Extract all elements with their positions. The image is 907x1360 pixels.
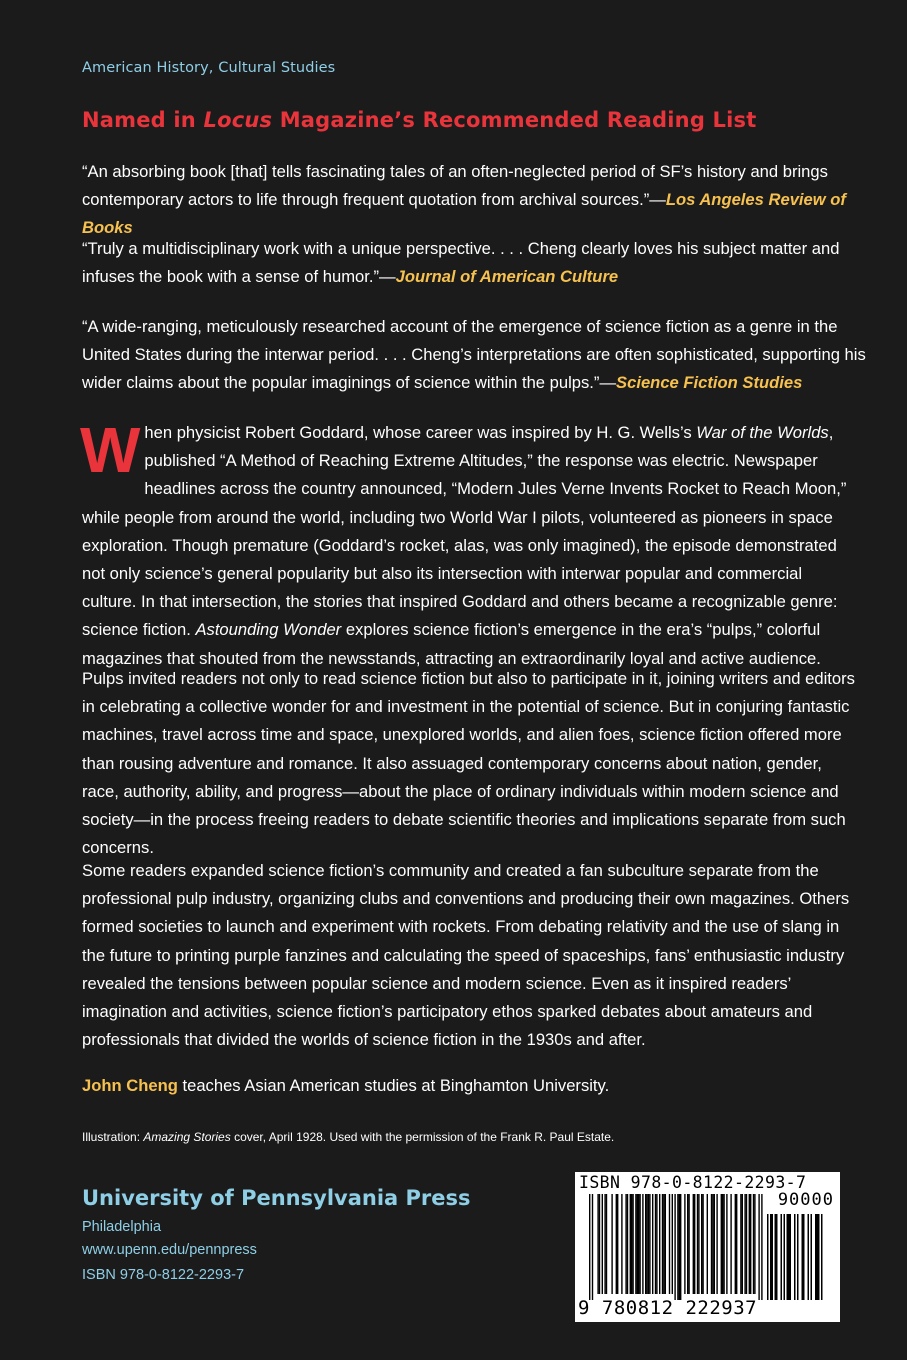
description-paragraph <box>80 414 857 673</box>
barcode-bar <box>698 1194 699 1294</box>
barcode-bar <box>616 1194 617 1294</box>
barcode-bar <box>663 1194 664 1294</box>
barcode-bar <box>746 1194 747 1294</box>
barcode-addon-digits: 90000 <box>777 1190 834 1210</box>
barcode-bar <box>611 1194 612 1294</box>
credit-magazine: Amazing Stories <box>143 1130 231 1144</box>
quote-source: Los Angeles Review of Books <box>82 190 846 237</box>
barcode-bar <box>662 1194 663 1294</box>
barcode-bar <box>597 1194 598 1294</box>
barcode-bar <box>684 1194 685 1294</box>
barcode-addon-bar <box>781 1214 783 1300</box>
barcode-bar <box>753 1194 754 1294</box>
barcode-addon-bar <box>802 1214 804 1300</box>
award-headline <box>82 108 756 132</box>
barcode-bar <box>637 1194 638 1294</box>
barcode-bar <box>638 1194 639 1294</box>
barcode-bar <box>627 1194 628 1294</box>
barcode-bar <box>630 1194 631 1294</box>
barcode-bar <box>744 1194 745 1294</box>
isbn-barcode <box>575 1172 840 1322</box>
barcode-bar <box>726 1194 727 1294</box>
barcode-bar <box>697 1194 698 1294</box>
quote-source: Science Fiction Studies <box>616 373 803 392</box>
quote-source: Journal of American Culture <box>395 267 619 286</box>
barcode-isbn-label: ISBN 978-0-8122-2293-7 <box>579 1173 807 1192</box>
quote-text: “An absorbing book [that] tells fascinating tales of an often-neglected period of SF’s history and brings contemporary actors to life through frequent quotation from archival sources.”— <box>82 162 828 209</box>
review-quote <box>82 235 872 291</box>
barcode-bar <box>592 1194 593 1300</box>
headline-magazine: Locus <box>203 108 273 132</box>
barcode-bar <box>712 1194 713 1294</box>
barcode-bar <box>656 1194 657 1294</box>
barcode-bar <box>693 1194 694 1294</box>
barcode-bar <box>604 1194 605 1294</box>
barcode-bar <box>631 1194 632 1294</box>
barcode-bar <box>672 1194 673 1294</box>
barcode-bar <box>714 1194 715 1294</box>
description-title: War of the Worlds <box>696 423 829 442</box>
barcode-addon-bar <box>776 1214 778 1300</box>
barcode-addon-bar <box>815 1214 817 1300</box>
barcode-bar <box>711 1194 712 1294</box>
barcode-bar <box>665 1194 666 1294</box>
publisher-isbn: ISBN 978-0-8122-2293-7 <box>82 1267 245 1283</box>
barcode-bar <box>749 1194 750 1294</box>
headline-suffix: Magazine’s Recommended Reading List <box>272 108 757 132</box>
barcode-bar <box>589 1194 590 1300</box>
barcode-addon-bar <box>790 1214 792 1300</box>
barcode-bar <box>758 1194 759 1300</box>
description-text: explores science fiction’s emergence in the era’s “pulps,” colorful magazines that shouted from the newsstands, attracting an extraordinarily loyal and active audience. <box>82 620 821 668</box>
publisher-url: www.upenn.edu/pennpress <box>82 1242 257 1258</box>
barcode-bar <box>642 1194 643 1294</box>
barcode-bar <box>655 1194 656 1294</box>
barcode-bar <box>606 1194 607 1294</box>
publisher-city: Philadelphia <box>82 1219 162 1235</box>
description-paragraph: Pulps invited readers not only to read science fiction but also to participate in it, joining writers and editors in celebrating a collective wonder for and investment in the potential of science. But in conjuring fantastic machines, travel across time and space, unexplored worlds, and alien foes, science fiction offered more than rousing adventure and romance. It also assuaged contemporary concerns about nation, gender, race, authority, ability, and progress—about the place of ordinary individuals within modern science and society—in the process freeing readers to debate scientific theories and implications separate from such concerns. <box>82 669 855 858</box>
barcode-bar <box>677 1194 678 1300</box>
review-quote <box>82 313 872 397</box>
barcode-bar <box>632 1194 633 1294</box>
barcode-addon-bar <box>794 1214 796 1300</box>
barcode-bar <box>740 1194 741 1294</box>
barcode-bar <box>599 1194 600 1294</box>
barcode-bar <box>635 1194 636 1294</box>
barcode-bar <box>602 1194 603 1294</box>
barcode-addon-bar <box>788 1214 790 1300</box>
subject-category: American History, Cultural Studies <box>82 60 336 76</box>
barcode-bar <box>679 1194 680 1300</box>
barcode-bar <box>694 1194 695 1294</box>
barcode-addon-bar <box>775 1214 777 1300</box>
description-paragraph: Some readers expanded science fiction’s community and created a fan subculture separate from the professional pulp industry, organizing clubs and conventions and producing their own magazines. Others formed societies to launch and experiment with rockets. From debating relativity and the use of slang in the future to printing purple fanzines and calculating the speed of spaceships, fans’ enthusiastic industry revealed the tensions between popular science and modern science. Even as it inspired readers’ imagination and activities, science fiction’s participatory ethos sparked debates about amateurs and professionals that divided the worlds of science fiction in the 1930s and after. <box>82 861 850 1050</box>
barcode-bar <box>736 1194 737 1294</box>
description-title: Astounding Wonder <box>195 620 342 640</box>
drop-cap: W <box>80 414 141 486</box>
barcode-addon-bar <box>784 1214 786 1300</box>
quote-text: “A wide-ranging, meticulously researched account of the emergence of science fiction as a genre in the United States during the interwar period. . . . Cheng’s interpretations are often sophisticated, supporting his wider claims about the popular imaginings of science within the pulps.”— <box>82 317 866 392</box>
barcode-addon-bar <box>818 1214 820 1300</box>
barcode-bar <box>716 1194 717 1294</box>
quote-text: “Truly a multidisciplinary work with a unique perspective. . . . Cheng clearly loves his subject matter and infuses the book with a sense of humor.”— <box>82 239 840 286</box>
barcode-bar <box>652 1194 653 1294</box>
barcode-bar <box>754 1194 755 1294</box>
barcode-bar <box>649 1194 650 1294</box>
barcode-addon-bar <box>821 1214 823 1300</box>
barcode-bar <box>723 1194 724 1294</box>
barcode-bar <box>646 1194 647 1294</box>
barcode-bar <box>688 1194 689 1294</box>
barcode-bar <box>669 1194 670 1294</box>
author-name: John Cheng <box>82 1076 178 1095</box>
barcode-bar <box>702 1194 703 1294</box>
barcode-bar <box>687 1194 688 1294</box>
barcode-addon-bar <box>787 1214 789 1300</box>
publisher-name: University of Pennsylvania Press <box>82 1186 471 1210</box>
barcode-addon-bar <box>797 1214 799 1300</box>
credit-suffix: cover, April 1928. Used with the permission of the Frank R. Paul Estate. <box>230 1130 615 1144</box>
barcode-bar <box>707 1194 708 1294</box>
barcode-bar <box>701 1194 702 1294</box>
barcode-bar <box>750 1194 751 1294</box>
credit-prefix: Illustration: <box>82 1130 144 1144</box>
barcode-addon-bar <box>808 1214 810 1300</box>
author-bio-text: teaches Asian American studies at Binghamton University. <box>177 1076 610 1095</box>
description-text: hen physicist Robert Goddard, whose career was inspired by H. G. Wells’s <box>144 423 697 442</box>
barcode-bar <box>659 1194 660 1294</box>
barcode-bar <box>735 1194 736 1294</box>
barcode-bar <box>721 1194 722 1294</box>
barcode-bar <box>742 1194 743 1294</box>
barcode-bar <box>625 1194 626 1294</box>
barcode-bar <box>680 1194 681 1300</box>
barcode-addon-bar <box>770 1214 772 1300</box>
barcode-digits: 9 780812 222937 <box>578 1297 758 1319</box>
barcode-addon-bar <box>811 1214 813 1300</box>
barcode-bar <box>648 1194 649 1294</box>
barcode-bar <box>639 1194 640 1294</box>
illustration-credit <box>82 1130 614 1144</box>
barcode-bar <box>761 1194 762 1300</box>
barcode-bar <box>674 1194 675 1300</box>
barcode-bar <box>617 1194 618 1294</box>
barcode-addon-bar <box>817 1214 819 1300</box>
barcode-bar <box>621 1194 622 1294</box>
barcode-addon-bar <box>772 1214 774 1300</box>
barcode-bar <box>645 1194 646 1294</box>
barcode-addon-bar <box>767 1214 769 1300</box>
review-quote <box>82 158 872 242</box>
description-text: , published “A Method of Reaching Extreme Altitudes,” the response was electric. Newspaper headlines across the country announced, “Modern Jules Verne Invents Rocket to Reach Moon,” while people from around the world, including two World War I pilots, volunteered as pioneers in space exploration. Though premature (Goddard’s rocket, alas, was only imagined), the episode demonstrated not only science’s general popularity but also its intersection with interwar popular and commercial culture. In that intersection, the stories that inspired Goddard and others became a recognizable genre: science fiction. <box>82 423 847 640</box>
headline-prefix: Named in <box>82 108 204 132</box>
barcode-bar <box>722 1194 723 1294</box>
barcode-addon-bar <box>803 1214 805 1300</box>
author-bio <box>82 1076 609 1096</box>
barcode-bar <box>730 1194 731 1294</box>
